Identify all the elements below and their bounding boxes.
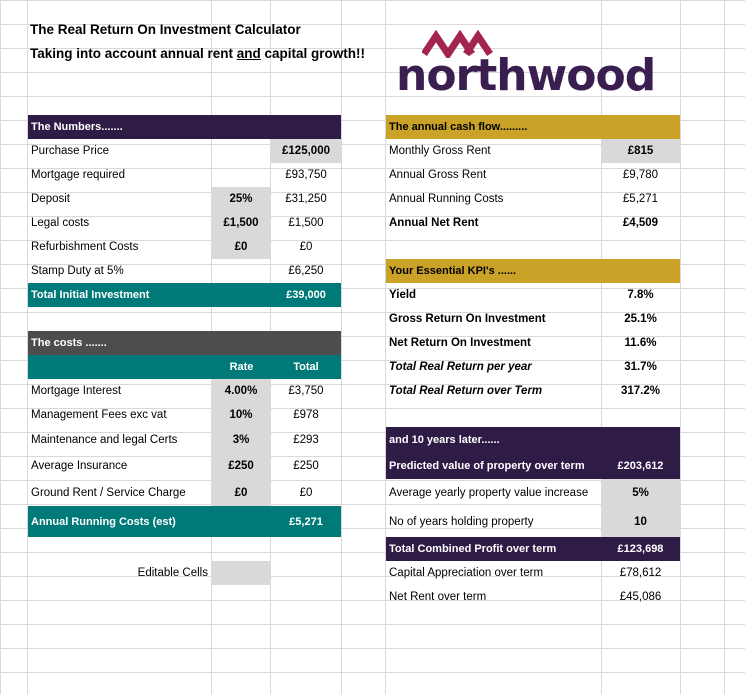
mortgage-label: Mortgage required (31, 169, 125, 181)
kpi-label: Gross Return On Investment (389, 313, 546, 325)
annual-running-label: Annual Running Costs (389, 193, 504, 205)
kpi-heading: Your Essential KPI's ...... (386, 259, 680, 283)
kpi-label: Net Return On Investment (389, 337, 531, 349)
costs-heading: The costs ....... (28, 331, 341, 355)
cost-row-rate-input[interactable]: £0 (212, 479, 270, 506)
years-holding-input[interactable]: 10 (601, 506, 680, 537)
annual-gross-rent-label: Annual Gross Rent (389, 169, 487, 181)
cost-row-rate-input[interactable]: 3% (212, 427, 270, 453)
refurb-input[interactable]: £0 (212, 235, 270, 259)
cost-row-total: £293 (293, 434, 319, 446)
total-column-header: Total (271, 355, 341, 379)
logo-wordmark: northwood (396, 50, 656, 101)
northwood-logo (396, 28, 680, 101)
stamp-duty-value: £6,250 (288, 265, 324, 277)
stamp-duty-label: Stamp Duty at 5% (31, 265, 124, 277)
costs-header-spacer (28, 355, 212, 379)
rate-column-header: Rate (212, 355, 271, 379)
cost-row-label: Management Fees exc vat (31, 409, 167, 421)
legal-costs-label: Legal costs (31, 217, 90, 229)
purchase-price-input[interactable]: £125,000 (271, 139, 341, 163)
predicted-value-label: Predicted value of property over term (386, 453, 601, 479)
capital-appreciation-value: £78,612 (619, 567, 662, 579)
mortgage-value: £93,750 (285, 169, 327, 181)
legal-costs-input[interactable]: £1,500 (212, 211, 270, 235)
annual-net-rent-value: £4,509 (622, 217, 659, 229)
refurb-label: Refurbishment Costs (31, 241, 139, 253)
monthly-rent-input[interactable]: £815 (601, 139, 680, 163)
kpi-value: 25.1% (624, 313, 657, 325)
editable-cells-legend-label: Editable Cells (137, 567, 208, 579)
annual-running-costs-label: Annual Running Costs (est) (28, 506, 271, 537)
cost-row-total: £3,750 (288, 385, 324, 397)
kpi-value: 7.8% (627, 289, 654, 301)
total-investment-value: £39,000 (271, 283, 341, 307)
deposit-value: £31,250 (285, 193, 327, 205)
cost-row-rate-input[interactable]: £250 (212, 453, 270, 479)
kpi-label: Total Real Return per year (389, 361, 532, 373)
monthly-rent-label: Monthly Gross Rent (389, 145, 491, 157)
editable-cells-swatch (212, 561, 270, 585)
kpi-label: Total Real Return over Term (389, 385, 543, 397)
purchase-price-label: Purchase Price (31, 145, 109, 157)
cost-row-rate-input[interactable]: 10% (212, 403, 270, 427)
numbers-heading: The Numbers....... (28, 115, 341, 139)
value-increase-input[interactable]: 5% (601, 479, 680, 506)
cost-row-label: Average Insurance (31, 460, 128, 472)
legal-costs-value: £1,500 (288, 217, 324, 229)
kpi-value: 11.6% (624, 337, 657, 349)
deposit-rate-input[interactable]: 25% (212, 187, 270, 211)
net-rent-term-value: £45,086 (619, 591, 662, 603)
cost-row-total: £0 (299, 486, 313, 499)
kpi-value: 31.7% (624, 361, 657, 373)
cost-row-label: Mortgage Interest (31, 385, 122, 397)
later-heading: and 10 years later...... (386, 427, 680, 453)
cost-row-label: Maintenance and legal Certs (31, 434, 178, 446)
total-investment-label: Total Initial Investment (28, 283, 271, 307)
annual-net-rent-label: Annual Net Rent (389, 217, 479, 229)
kpi-value: 317.2% (620, 385, 660, 397)
deposit-label: Deposit (31, 193, 70, 205)
cost-row-label: Ground Rent / Service Charge (31, 486, 186, 499)
total-profit-value: £123,698 (601, 537, 680, 561)
page-subtitle: Taking into account annual rent and capital growth!! (30, 46, 366, 61)
cost-row-total: £978 (293, 409, 319, 421)
years-holding-label: No of years holding property (389, 515, 534, 528)
value-increase-label: Average yearly property value increase (389, 486, 589, 499)
cashflow-heading: The annual cash flow......... (386, 115, 680, 139)
capital-appreciation-label: Capital Appreciation over term (389, 567, 544, 579)
cost-row-rate-input[interactable]: 4.00% (212, 379, 270, 403)
annual-gross-rent-value: £9,780 (622, 169, 659, 181)
predicted-value: £203,612 (601, 453, 680, 479)
annual-running-value: £5,271 (622, 193, 659, 205)
refurb-value: £0 (299, 241, 313, 253)
net-rent-term-label: Net Rent over term (389, 591, 487, 603)
annual-running-costs-value: £5,271 (271, 506, 341, 537)
page-title: The Real Return On Investment Calculator (30, 22, 301, 37)
kpi-label: Yield (389, 289, 417, 301)
cost-row-total: £250 (293, 460, 319, 472)
total-profit-label: Total Combined Profit over term (386, 537, 601, 561)
